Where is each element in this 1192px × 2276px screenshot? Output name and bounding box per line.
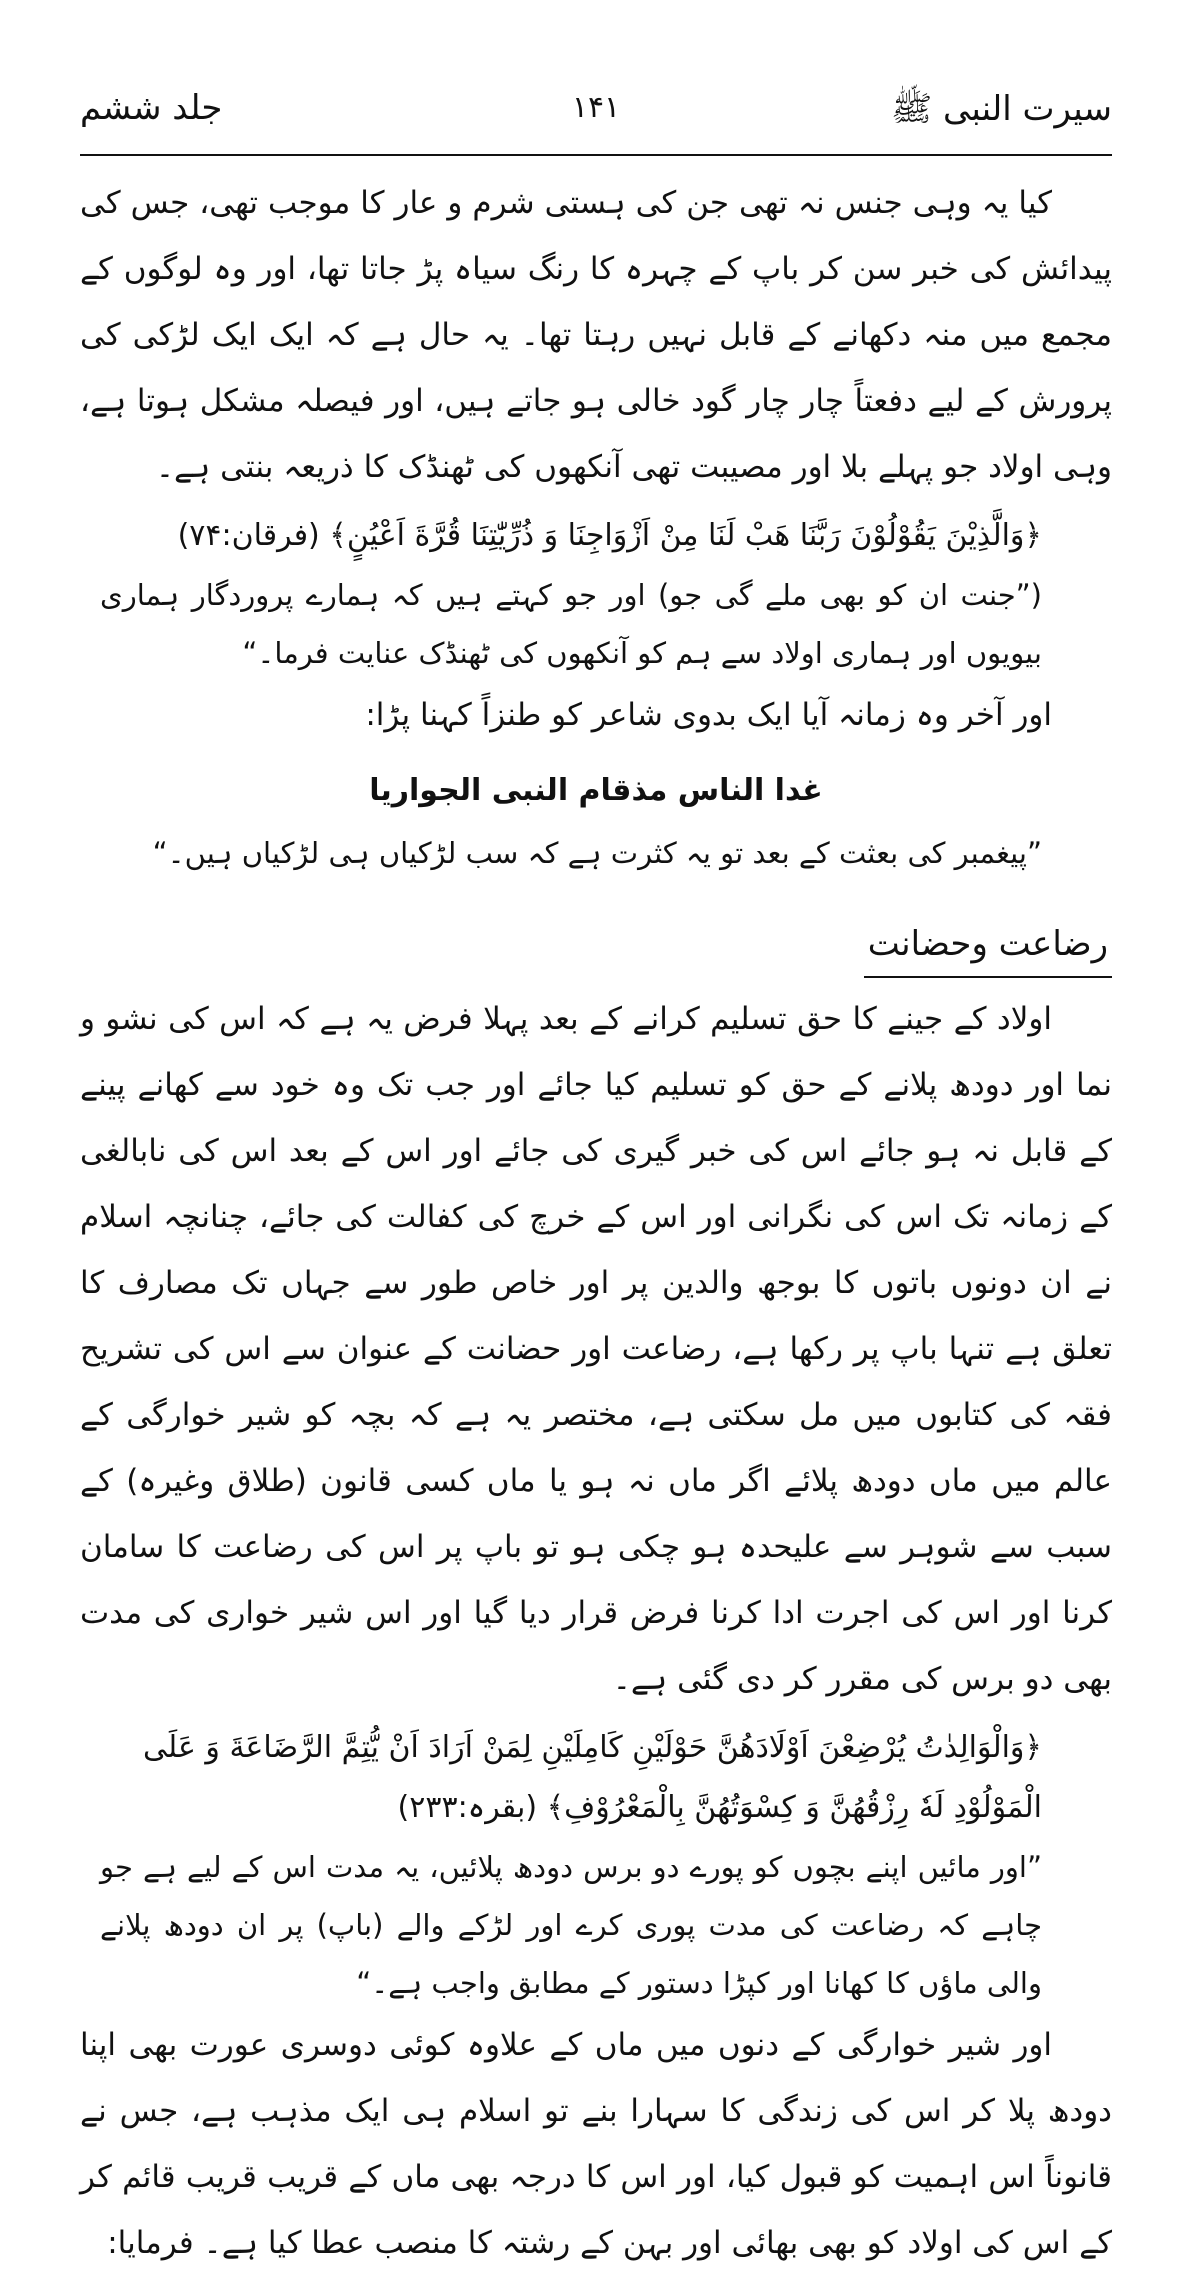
paragraph-4: اور شیر خوارگی کے دنوں میں ماں کے علاوہ کوئی دوسری عورت بھی اپنا دودھ پلا کر اس کی زندگی کا سہارا بنے تو اسلام ہی ایک مذہب ہے، جس نے قانوناً اس اہمیت کو قبول کیا، اور اس کا درجہ بھی ماں کے قریب قریب قائم کر کے اس کی اولاد کو بھی بھائی اور بہن کے رشتہ کا منصب عطا کیا ہے۔ فرمایا: — [80, 2027, 1112, 2261]
page-header — [80, 70, 1112, 156]
poetry-translation: ”پیغمبر کی بعثت کے بعد تو یہ کثرت ہے کہ سب لڑکیاں ہی لڑکیاں ہیں۔“ — [152, 836, 1042, 870]
quran-verse-1-reference: (فرقان:۷۴) — [177, 518, 320, 553]
quran-verse-1 — [80, 506, 1112, 566]
quran-verse-2-text: ﴿وَالْوَالِدٰتُ یُرْضِعْنَ اَوْلَادَهُنَّ حَوْلَیْنِ كَامِلَیْنِ لِمَنْ اَرَادَ اَنْ یُّتِمَّ الرَّضَاعَةَ وَ عَلَی الْمَوْلُوْدِ لَهٗ رِزْقُهُنَّ وَ كِسْوَتُهُنَّ بِالْمَعْرُوْفِ﴾ — [143, 1730, 1042, 1825]
quran-verse-2 — [80, 1718, 1112, 1838]
quran-verse-1-text: ﴿وَالَّذِیْنَ یَقُوْلُوْنَ رَبَّنَا هَبْ لَنَا مِنْ اَزْوَاجِنَا وَ ذُرِّیّٰتِنَا قُرَّةَ اَعْیُنٍ﴾ — [329, 518, 1042, 553]
paragraph-2: اور آخر وہ زمانہ آیا ایک بدوی شاعر کو طنزاً کہنا پڑا: — [365, 697, 1052, 733]
verse-1-translation: (”جنت ان کو بھی ملے گی جو) اور جو کہتے ہیں کہ ہمارے پروردگار ہماری بیویوں اور ہماری اولاد سے ہم کو آنکھوں کی ٹھنڈک عنایت فرما۔“ — [100, 578, 1042, 670]
paragraph-3: اولاد کے جینے کا حق تسلیم کرانے کے بعد پہلا فرض یہ ہے کہ اس کی نشو و نما اور دودھ پلانے کے حق کو تسلیم کیا جائے اور جب تک وہ خود سے کھانے پینے کے قابل نہ ہو جائے اس کی خبر گیری کی جائے اور اس کے بعد اس کی نابالغی کے زمانہ تک اس کی نگرانی اور اس کے خرچ کی کفالت کی جائے، چنانچہ اسلام نے ان دونوں باتوں کا بوجھ والدین پر اور خاص طور سے جہاں تک مصارف کا تعلق ہے تنہا باپ پر رکھا ہے، رضاعت اور حضانت کے عنوان سے اس کی تشریح فقہ کی کتابوں میں مل سکتی ہے، مختصر یہ ہے کہ بچہ کو شیر خوارگی کے عالم میں ماں دودھ پلائے اگر ماں نہ ہو یا ماں کسی قانون (طلاق وغیرہ) کے سبب سے شوہر سے علیحدہ ہو چکی ہو تو باپ پر اس کی رضاعت کا سامان کرنا اور اس کی اجرت ادا کرنا فرض قرار دیا گیا اور اس شیر خواری کی مدت بھی دو برس کی مقرر کر دی گئی ہے۔ — [80, 1001, 1112, 1697]
verse-2-translation: ”اور مائیں اپنے بچوں کو پورے دو برس دودھ پلائیں، یہ مدت اس کے لیے ہے جو چاہے کہ رضاعت کی مدت پوری کرے اور لڑکے والے (باپ) پر ان دودھ پلانے والی ماؤں کا کھانا اور کپڑا دستور کے مطابق واجب ہے۔“ — [100, 1850, 1042, 2000]
quran-verse-2-reference: (بقرہ:۲۳۳) — [397, 1790, 538, 1825]
volume-label: جلد ششم — [80, 88, 223, 128]
page-number: ۱۴۱ — [571, 90, 621, 125]
book-title: سیرت النبی ﷺ — [891, 89, 1112, 129]
paragraph-1: کیا یہ وہی جنس نہ تھی جن کی ہستی شرم و عار کا موجب تھی، جس کی پیدائش کی خبر سن کر باپ کے چہرہ کا رنگ سیاہ پڑ جاتا تھا، اور وہ لوگوں کے مجمع میں منہ دکھانے کے قابل نہیں رہتا تھا۔ یہ حال ہے کہ ایک ایک لڑکی کی پرورش کے لیے دفعتاً چار چار گود خالی ہو جاتے ہیں، اور فیصلہ مشکل ہوتا ہے، وہی اولاد جو پہلے بلا اور مصیبت تھی آنکھوں کی ٹھنڈک کا ذریعہ بنتی ہے۔ — [80, 185, 1112, 485]
section-heading: رضاعت وحضانت — [864, 916, 1112, 978]
arabic-poetry-line: غدا الناس مذقام النبی الجواریا — [369, 773, 823, 808]
